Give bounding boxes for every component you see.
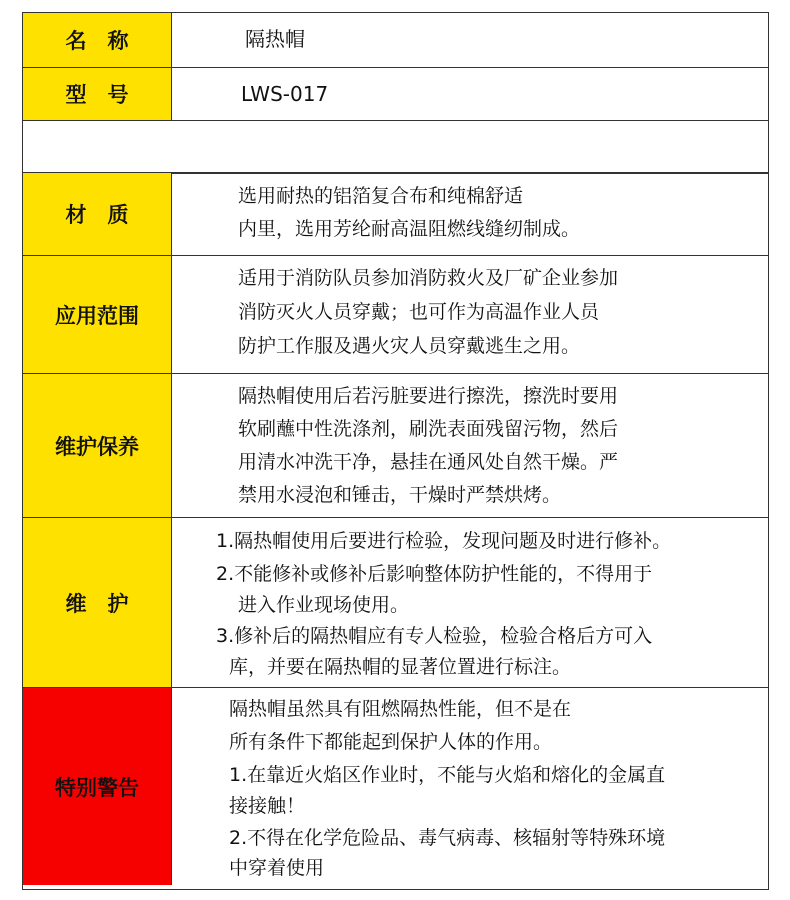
row-material [23, 173, 768, 255]
value-maintenance [172, 374, 768, 517]
value-material [172, 173, 768, 255]
row-repair [23, 517, 768, 687]
row-maintenance [23, 373, 768, 517]
material-line: 内里，选用芳纶耐高温阻燃线缝纫制成。 [238, 218, 581, 240]
repair-line: 进入作业现场使用。 [238, 594, 410, 616]
label-model: 型 号 [23, 68, 172, 120]
value-scope [172, 256, 768, 373]
value-model [172, 68, 768, 120]
row-model [23, 67, 768, 120]
scope-line: 适用于消防队员参加消防救火及厂矿企业参加 [238, 267, 619, 289]
label-material: 材 质 [23, 173, 172, 255]
warning-line: 中穿着使用 [229, 857, 325, 879]
maintenance-line: 禁用水浸泡和锤击，干燥时严禁烘烤。 [238, 484, 562, 506]
label-maintenance: 维护保养 [23, 374, 172, 517]
repair-line: 3.修补后的隔热帽应有专人检验，检验合格后方可入 [216, 625, 653, 647]
row-scope [23, 255, 768, 373]
label-repair: 维 护 [23, 518, 172, 687]
warning-line: 1.在靠近火焰区作业时，不能与火焰和熔化的金属直 [229, 764, 666, 786]
repair-line: 库，并要在隔热帽的显著位置进行标注。 [229, 656, 572, 678]
header-table [22, 12, 769, 121]
material-line: 选用耐热的铝箔复合布和纯棉舒适 [238, 185, 524, 207]
value-model-text: LWS-017 [241, 82, 329, 106]
row-warning [23, 687, 768, 885]
maintenance-line: 隔热帽使用后若污脏要进行擦洗，擦洗时要用 [238, 385, 619, 407]
warning-line: 所有条件下都能起到保护人体的作用。 [229, 731, 553, 753]
value-name [172, 13, 768, 67]
value-repair [172, 518, 768, 687]
maintenance-line: 用清水冲洗干净，悬挂在通风处自然干燥。严 [238, 451, 619, 473]
maintenance-line: 软刷蘸中性洗涤剂，刷洗表面残留污物，然后 [238, 418, 619, 440]
warning-line: 2.不得在化学危险品、毒气病毒、核辐射等特殊环境 [229, 827, 666, 849]
label-name: 名 称 [23, 13, 172, 67]
scope-line: 消防灭火人员穿戴；也可作为高温作业人员 [238, 301, 600, 323]
row-name [23, 13, 768, 67]
repair-line: 1.隔热帽使用后要进行检验，发现问题及时进行修补。 [216, 530, 672, 552]
warning-line: 隔热帽虽然具有阻燃隔热性能，但不是在 [229, 698, 572, 720]
warning-line: 接接触！ [229, 795, 306, 817]
spacer-box [22, 119, 769, 174]
repair-line: 2.不能修补或修补后影响整体防护性能的，不得用于 [216, 563, 653, 585]
label-scope: 应用范围 [23, 256, 172, 373]
label-warning: 特别警告 [23, 688, 172, 885]
value-name-text: 隔热帽 [245, 27, 305, 51]
value-warning [172, 688, 768, 885]
scope-line: 防护工作服及遇火灾人员穿戴逃生之用。 [238, 335, 581, 357]
spec-table [22, 172, 769, 890]
